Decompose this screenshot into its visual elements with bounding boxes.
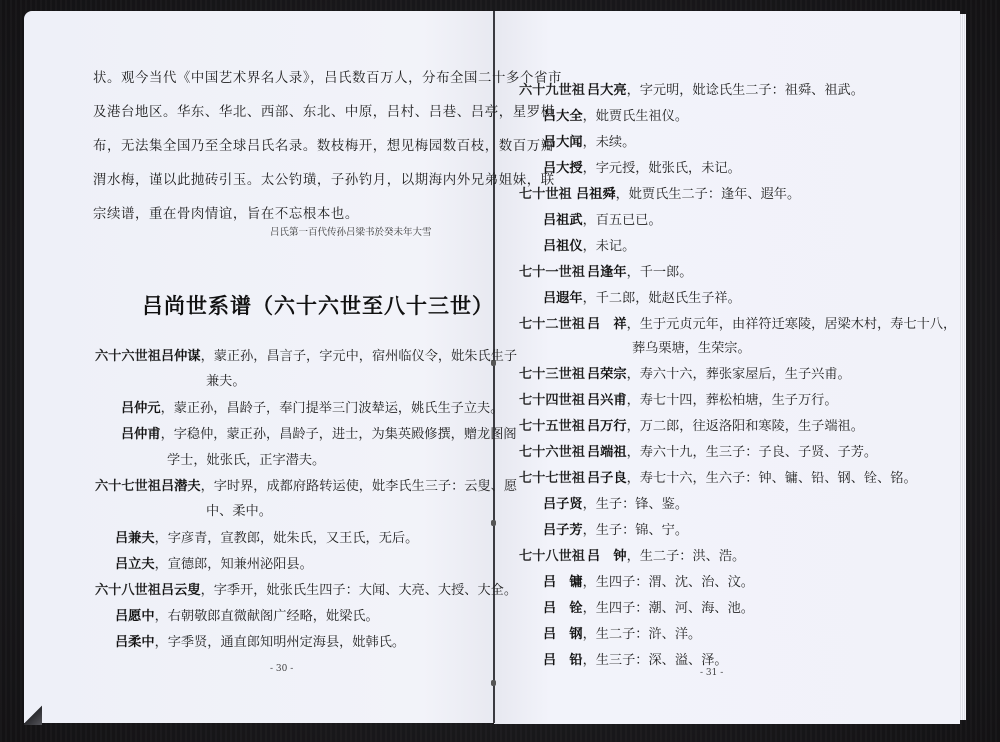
intro-line: 及港台地区。华东、华北、西部、东北、中原，吕村、吕巷、吕亭，星罗棋 bbox=[93, 105, 555, 120]
genealogy-entry: 六十六世祖吕仲谋，蒙正孙，昌言子，字元中，宿州临仪令，妣朱氏生子 bbox=[95, 349, 518, 364]
page-edges bbox=[960, 14, 966, 720]
genealogy-entry: 吕 钢，生二子：浒、洋。 bbox=[543, 627, 702, 642]
genealogy-entry: 七十五世祖 吕万行，万二郎，往返洛阳和寒陵，生子端祖。 bbox=[519, 419, 864, 434]
genealogy-entry: 吕大全，妣贾氏生祖仪。 bbox=[543, 109, 689, 124]
genealogy-entry: 吕祖武，百五已已。 bbox=[543, 213, 662, 228]
page-number: - 31 - bbox=[700, 668, 724, 678]
genealogy-entry: 七十七世祖 吕子良，寿七十六，生六子：钟、镛、铅、钢、铨、铭。 bbox=[519, 471, 917, 486]
spine-stitch bbox=[491, 680, 496, 686]
intro-line: 状。观今当代《中国艺术界名人录》，吕氏数百万人，分布全国二十多个省市 bbox=[93, 71, 562, 86]
genealogy-entry: 吕大授，字元授，妣张氏，未记。 bbox=[543, 161, 741, 176]
genealogy-entry: 吕子贤，生子：锋、鉴。 bbox=[543, 497, 689, 512]
genealogy-entry: 七十六世祖 吕端祖，寿六十九，生三子：子良、子贤、子芳。 bbox=[519, 445, 878, 460]
genealogy-entry: 七十三世祖 吕荣宗，寿六十六，葬张家屋后，生子兴甫。 bbox=[519, 367, 851, 382]
genealogy-entry: 六十八世祖吕云叟，字季开，妣张氏生四子：大闻、大亮、大授、大全。 bbox=[95, 583, 518, 598]
genealogy-entry: 七十四世祖 吕兴甫，寿七十四，葬松柏塘，生子万行。 bbox=[519, 393, 838, 408]
entry-continuation: 兼夫。 bbox=[206, 374, 246, 389]
genealogy-entry: 七十世祖 吕祖舜，妣贾氏生二子：逢年、遐年。 bbox=[519, 187, 801, 202]
genealogy-entry: 吕立夫，宣德郎，知兼州泌阳县。 bbox=[115, 557, 313, 572]
genealogy-entry: 吕遐年，千二郎，妣赵氏生子祥。 bbox=[543, 291, 741, 306]
genealogy-entry: 吕祖仪，未记。 bbox=[543, 239, 636, 254]
entry-continuation: 葬乌栗塘，生荣宗。 bbox=[632, 341, 751, 356]
spine-stitch bbox=[491, 520, 496, 526]
genealogy-entry: 吕愿中，右朝敬郎直微献阁广经略，妣梁氏。 bbox=[115, 609, 379, 624]
genealogy-entry: 吕仲元，蒙正孙，昌龄子，奉门提举三门波辇运，姚氏生子立夫。 bbox=[121, 401, 504, 416]
genealogy-entry: 吕子芳，生子：锦、宁。 bbox=[543, 523, 689, 538]
genealogy-entry: 吕大闻，未续。 bbox=[543, 135, 636, 150]
genealogy-entry: 吕柔中，字季贤，通直郎知明州定海县，妣韩氏。 bbox=[115, 635, 406, 650]
intro-line: 宗续谱，重在骨肉情谊，旨在不忘根本也。 bbox=[93, 207, 359, 222]
genealogy-entry: 七十八世祖 吕 钟，生二子：洪、浩。 bbox=[519, 549, 746, 564]
genealogy-entry: 吕 铅，生三子：深、溢、泽。 bbox=[543, 653, 728, 668]
genealogy-entry: 吕 铨，生四子：潮、河、海、池。 bbox=[543, 601, 754, 616]
page-corner-fold bbox=[24, 705, 42, 725]
genealogy-entry: 六十九世祖 吕大亮，字元明，妣谂氏生二子：祖舜、祖武。 bbox=[519, 83, 864, 98]
entry-continuation: 中、柔中。 bbox=[206, 504, 272, 519]
section-title: 吕尚世系谱（六十六世至八十三世） bbox=[142, 293, 494, 318]
genealogy-entry: 六十七世祖吕潜夫，字时界，成都府路转运使，妣李氏生三子：云叟、愿 bbox=[95, 479, 518, 494]
genealogy-entry: 七十一世祖 吕逢年，千一郎。 bbox=[519, 265, 693, 280]
genealogy-entry: 吕仲甫，字稳仲，蒙正孙，昌龄子，进士，为集英殿修撰，赠龙图阁 bbox=[121, 427, 517, 442]
intro-line: 渭水梅，谨以此抛砖引玉。太公钓璜，子孙钓月，以期海内外兄弟姐妹，联 bbox=[93, 173, 555, 188]
intro-line: 布，无法集全国乃至全球吕氏名录。数枝梅开，想见梅园数百枝，数百万瓣 bbox=[93, 139, 555, 154]
genealogy-entry: 吕 镛，生四子：渭、沈、治、汶。 bbox=[543, 575, 754, 590]
entry-continuation: 学士，妣张氏，正字潜夫。 bbox=[167, 453, 326, 468]
author-signature: 吕氏第一百代传孙吕梁书於癸未年大雪 bbox=[270, 227, 432, 238]
page-number: - 30 - bbox=[270, 664, 294, 674]
genealogy-entry: 七十二世祖 吕 祥，生于元贞元年，由祥符迁寒陵，居梁木村，寿七十八， bbox=[519, 317, 957, 332]
genealogy-entry: 吕兼夫，字彦青，宣教郎，妣朱氏，又王氏，无后。 bbox=[115, 531, 419, 546]
